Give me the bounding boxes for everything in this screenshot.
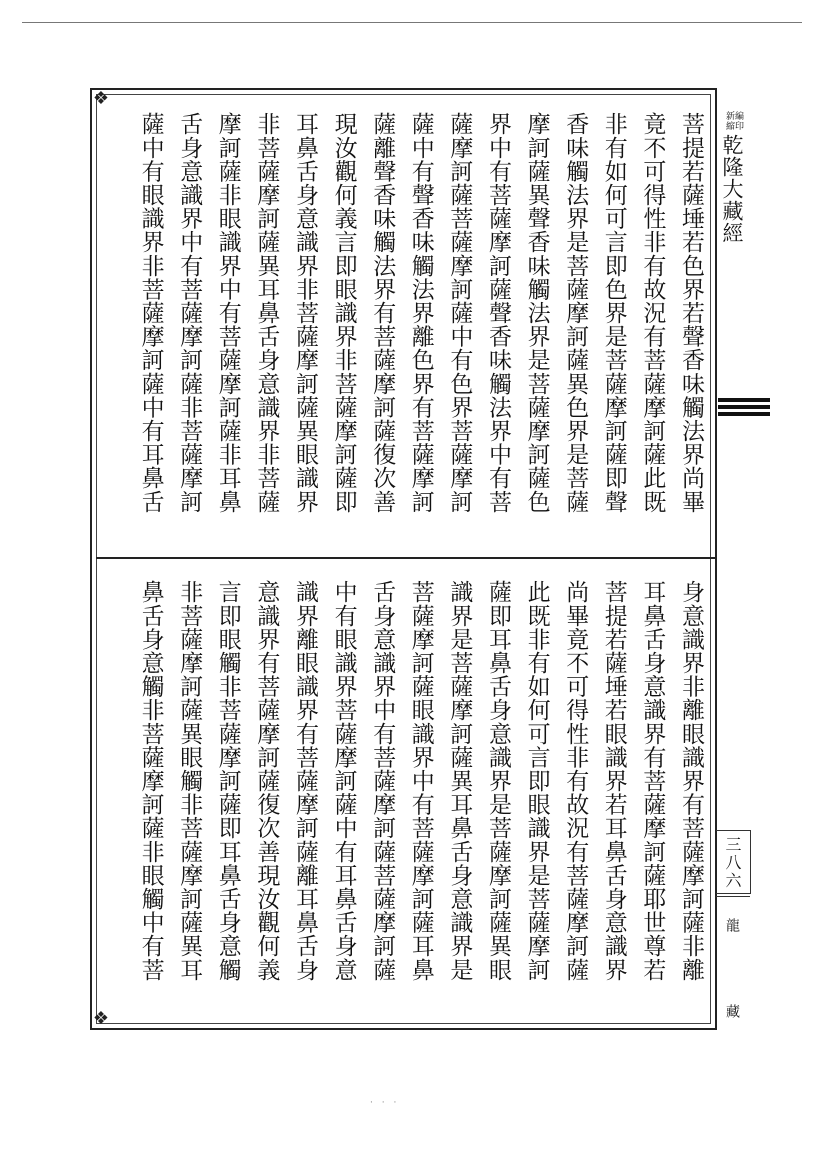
text-column: 耳鼻舌身意識界有菩薩摩訶薩耶世尊若 (639, 580, 666, 982)
text-column: 舌身意識界中有菩薩摩訶薩菩薩摩訶薩 (369, 580, 396, 982)
text-column: 身意識界非離眼識界有菩薩摩訶薩非離 (678, 580, 704, 982)
corner-ornament-icon: ❖ (92, 1008, 110, 1029)
edition-line: 縮印 (725, 122, 744, 132)
volume-mark: 龍 藏 (724, 918, 740, 1046)
page-number: 三八六 (723, 836, 742, 890)
text-column: 識界離眼識界有菩薩摩訶薩離耳鼻舌身 (292, 580, 318, 982)
edition-label (720, 112, 750, 132)
text-column: 識界是菩薩摩訶薩異耳鼻舌身意識界是 (446, 580, 473, 982)
top-rule (22, 22, 802, 23)
text-column: 薩即耳鼻舌身意識界是菩薩摩訶薩異眼 (485, 580, 511, 982)
text-column: 香味觸法界是菩薩摩訶薩異色界是菩薩 (562, 112, 589, 514)
text-column: 舌身意識界中有菩薩摩訶薩非菩薩摩訶 (176, 112, 203, 514)
collection-title: 乾隆大藏經 (720, 134, 744, 244)
text-column: 非菩薩摩訶薩異耳鼻舌身意識界非菩薩 (253, 112, 280, 514)
text-column: 鼻舌身意觸非菩薩摩訶薩非眼觸中有菩 (137, 580, 164, 982)
edition-line: 新編 (725, 112, 744, 122)
text-column: 非有如何可言即色界是菩薩摩訶薩即聲 (600, 112, 627, 514)
text-column: 菩提若薩埵若色界若聲香味觸法界尚畢 (678, 112, 704, 514)
text-column: 薩中有聲香味觸法界離色界有菩薩摩訶 (407, 112, 434, 514)
scan-speck: · · · (370, 1098, 400, 1108)
text-column: 非菩薩摩訶薩異眼觸非菩薩摩訶薩異耳 (176, 580, 203, 982)
text-column: 摩訶薩異聲香味觸法界是菩薩摩訶薩色 (523, 112, 550, 514)
text-column: 竟不可得性非有故況有菩薩摩訶薩此既 (639, 112, 666, 514)
text-column: 菩薩摩訶薩眼識界中有菩薩摩訶薩耳鼻 (407, 580, 434, 982)
text-column: 薩中有眼識界非菩薩摩訶薩中有耳鼻舌 (137, 112, 164, 514)
text-column: 菩提若薩埵若眼識界若耳鼻舌身意識界 (600, 580, 627, 982)
text-column: 現汝觀何義言即眼識界非菩薩摩訶薩即 (330, 112, 357, 514)
margin-rule (716, 896, 750, 897)
corner-ornament-icon: ❖ (92, 88, 110, 109)
text-column: 中有眼識界菩薩摩訶薩中有耳鼻舌身意 (330, 580, 357, 982)
section-divider (96, 557, 717, 559)
text-column: 此既非有如何可言即眼識界是菩薩摩訶 (523, 580, 550, 982)
text-column: 界中有菩薩摩訶薩聲香味觸法界中有菩 (485, 112, 511, 514)
text-column: 耳鼻舌身意識界非菩薩摩訶薩異眼識界 (292, 112, 318, 514)
text-column: 言即眼觸非菩薩摩訶薩即耳鼻舌身意觸 (214, 580, 241, 982)
text-column: 尚畢竟不可得性非有故況有菩薩摩訶薩 (562, 580, 589, 982)
text-column: 摩訶薩非眼識界中有菩薩摩訶薩非耳鼻 (214, 112, 241, 514)
text-column: 薩離聲香味觸法界有菩薩摩訶薩復次善 (369, 112, 396, 514)
text-column: 薩摩訶薩菩薩摩訶薩中有色界菩薩摩訶 (446, 112, 473, 514)
text-column: 意識界有菩薩摩訶薩復次善現汝觀何義 (253, 580, 280, 982)
page-tab-mark (718, 398, 770, 416)
